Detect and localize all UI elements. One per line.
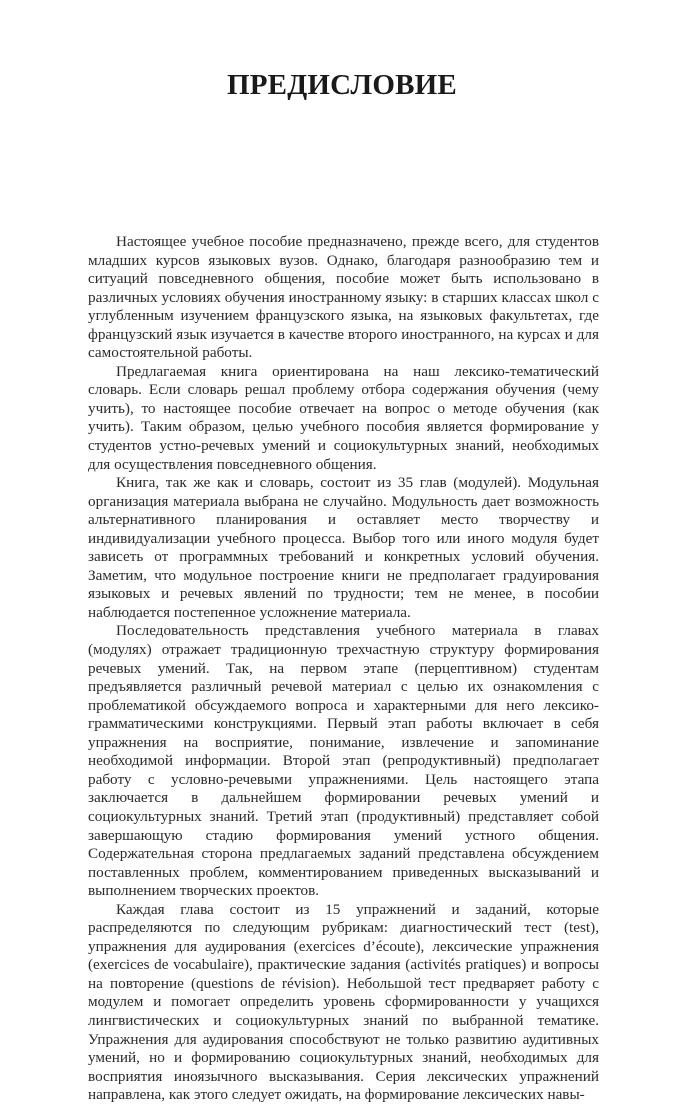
paragraph-chapter-contents: Каждая глава состоит из 15 упражнений и заданий, которые распределяются по следующим рубрикам: диагностический тест (test), упражнения для аудирования (exercices d’écoute), лексические упражнения (exercices de vocabulaire), практические задания (activités pratiques) и вопросы на повторение (questions de révision). Небольшой тест предваряет работу с модулем и помогает определить уровень сформированности у учащихся лингвистических и социокультурных знаний по выбранной тематике. Упражнения для аудирования способствуют не только развитию аудитивных умений, но и формированию социокультурных знаний, необходимых для восприятия иноязычного высказывания. Серия лексических упражнений направлена, как этого следует ожидать, на формирование лексических навы- — [88, 900, 599, 1104]
paragraph-intended-audience: Настоящее учебное пособие предназначено, прежде всего, для студентов младших курсов языковых вузов. Однако, благодаря разнообразию тем и ситуаций повседневного общения, пособие может быть использовано в различных условиях обучения иностранному языку: в старших классах школ с углубленным изучением французского языка, на языковых факультетах, где французский язык изучается в качестве второго иностранного, на курсах и для самостоятельной работы. — [88, 233, 599, 362]
paragraph-modular-structure: Книга, так же как и словарь, состоит из 35 глав (модулей). Модульная организация материала выбрана не случайно. Модульность дает возможность альтернативного планирования и оставляет место творчеству и индивидуализации учебного процесса. Выбор того или иного модуля будет зависеть от программных требований и конкретных условий обучения. Заметим, что модульное построение книги не предполагает градуирования языковых и речевых явлений по трудности; тем не менее, в пособии наблюдается постепенное усложнение материала. — [88, 474, 599, 621]
body-text — [88, 233, 599, 1105]
paragraph-dictionary-orientation: Предлагаемая книга ориентирована на наш лексико-тематический словарь. Если словарь решал проблему отбора содержания обучения (чему учить), то настоящее пособие отвечает на вопрос о методе обучения (как учить). Таким образом, целью учебного пособия является формирование у студентов устно-речевых умений и социокультурных знаний, необходимых для осуществления повседневного общения. — [88, 362, 599, 473]
page-title: ПРЕДИСЛОВИЕ — [227, 69, 457, 101]
paragraph-three-stage-structure: Последовательность представления учебного материала в главах (модулях) отражает традиционную трехчастную структуру формирования речевых умений. Так, на первом этапе (перцептивном) студентам предъявляется различный речевой материал с целью их ознакомления с проблематикой обсуждаемого вопроса и характерными для него лексико-грамматическими конструкциями. Первый этап работы включает в себя упражнения на восприятие, понимание, извлечение и запоминание необходимой информации. Второй этап (репродуктивный) предполагает работу с условно-речевыми упражнениями. Цель настоящего этапа заключается в дальнейшем формировании речевых умений и социокультурных знаний. Третий этап (продуктивный) представляет собой завершающую стадию формирования умений устного общения. Содержательная сторона предлагаемых заданий представлена обсуждением поставленных проблем, комментированием приведенных высказываний и выполнением творческих проектов. — [88, 622, 599, 900]
